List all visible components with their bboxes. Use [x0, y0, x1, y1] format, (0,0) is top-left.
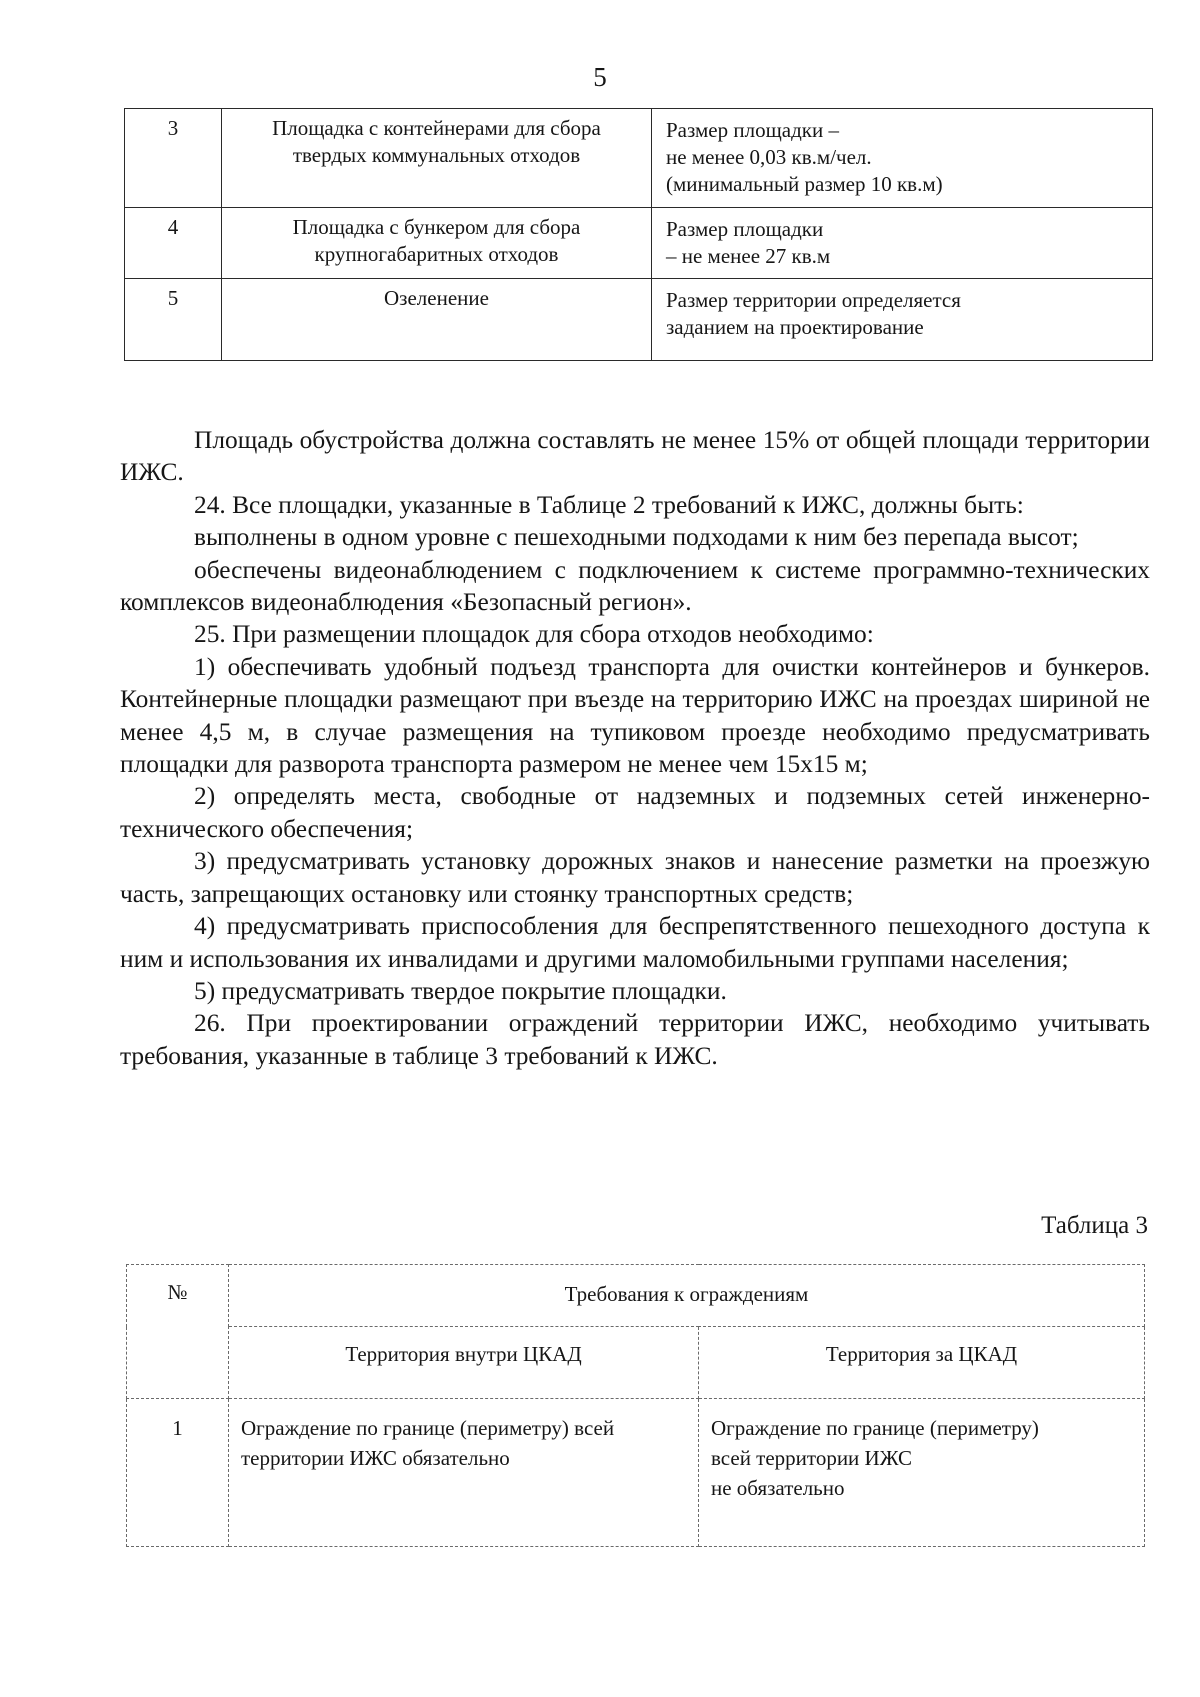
- facility-requirement: [652, 109, 1153, 208]
- text-line: (минимальный размер 10 кв.м): [666, 172, 943, 196]
- row-number: 1: [127, 1399, 229, 1547]
- text-line: Размер территории определяется: [666, 288, 961, 312]
- paragraph: 25. При размещении площадок для сбора отходов необходимо:: [194, 620, 874, 649]
- table-row: [125, 279, 1153, 361]
- paragraph: 5) предусматривать твердое покрытие площадки.: [194, 976, 727, 1005]
- paragraph: 1) обеспечивать удобный подъезд транспорта для очистки контейнеров и бункеров. Контейнерные площадки размещают при въезде на территорию ИЖС на проездах шириной не менее 4,5 м, в случае размещения на тупиковом проезде необходимо предусматривать площадки для разворота транспорта размером не менее чем 15х15 м;: [120, 652, 1150, 779]
- table-2-continuation: [124, 108, 1153, 361]
- row-number: 3: [125, 109, 222, 208]
- facility-requirement: [652, 208, 1153, 279]
- text-line: Площадка с контейнерами для сбора: [272, 116, 601, 140]
- table-header-row: [127, 1265, 1145, 1327]
- text-line: крупногабаритных отходов: [314, 242, 559, 266]
- text-line: Озеленение: [384, 286, 489, 310]
- paragraph: 2) определять места, свободные от надземных и подземных сетей инженерно-технического обеспечения;: [120, 782, 1150, 843]
- paragraph: обеспечены видеонаблюдением с подключением к системе программно-технических комплексов видеонаблюдения «Безопасный регион».: [120, 555, 1150, 617]
- table-row: [125, 109, 1153, 208]
- paragraph: 4) предусматривать приспособления для беспрепятственного пешеходного доступа к ним и использования их инвалидами и другими маломобильными группами населения;: [120, 912, 1150, 973]
- text-line: заданием на проектирование: [666, 315, 924, 339]
- text-line: Площадка с бункером для сбора: [292, 215, 581, 239]
- facility-name: [222, 279, 652, 361]
- body-text: [120, 424, 1150, 1072]
- header-number: №: [127, 1265, 229, 1399]
- header-outside-ckad: Территория за ЦКАД: [699, 1327, 1145, 1399]
- paragraph: выполнены в одном уровне с пешеходными подходами к ним без перепада высот;: [194, 523, 1079, 552]
- paragraph: Площадь обустройства должна составлять не менее 15% от общей площади территории ИЖС.: [120, 426, 1150, 487]
- facility-requirement: [652, 279, 1153, 361]
- table-row: [127, 1399, 1145, 1547]
- row-number: 4: [125, 208, 222, 279]
- header-inside-ckad: Территория внутри ЦКАД: [229, 1327, 699, 1399]
- facility-name: [222, 109, 652, 208]
- text-line: Ограждение по границе (периметру): [711, 1416, 1039, 1440]
- table-3-fence-requirements: [126, 1264, 1145, 1547]
- facility-name: [222, 208, 652, 279]
- row-number: 5: [125, 279, 222, 361]
- text-line: территории ИЖС обязательно: [241, 1446, 510, 1470]
- paragraph: 3) предусматривать установку дорожных знаков и нанесение разметки на проезжую часть, запрещающих остановку или стоянку транспортных средств;: [120, 847, 1150, 908]
- paragraph: 24. Все площадки, указанные в Таблице 2 требований к ИЖС, должны быть:: [194, 490, 1024, 519]
- paragraph: 26. При проектировании ограждений территории ИЖС, необходимо учитывать требования, указанные в таблице 3 требований к ИЖС.: [120, 1009, 1150, 1070]
- text-line: всей территории ИЖС: [711, 1446, 913, 1470]
- page-number: 5: [593, 62, 607, 92]
- text-line: не менее 0,03 кв.м/чел.: [666, 145, 872, 169]
- text-line: – не менее 27 кв.м: [666, 244, 831, 268]
- header-fence-requirements: Требования к ограждениям: [229, 1265, 1145, 1327]
- text-line: не обязательно: [711, 1476, 845, 1500]
- text-line: Размер площадки –: [666, 118, 839, 142]
- table-caption: Таблица 3: [1041, 1212, 1148, 1239]
- table-row: [125, 208, 1153, 279]
- requirement-inside-ckad: [229, 1399, 699, 1547]
- text-line: твердых коммунальных отходов: [292, 143, 581, 167]
- text-line: Размер площадки: [666, 217, 824, 241]
- text-line: Ограждение по границе (периметру) всей: [241, 1416, 615, 1440]
- requirement-outside-ckad: [699, 1399, 1145, 1547]
- table-header-row: [127, 1327, 1145, 1399]
